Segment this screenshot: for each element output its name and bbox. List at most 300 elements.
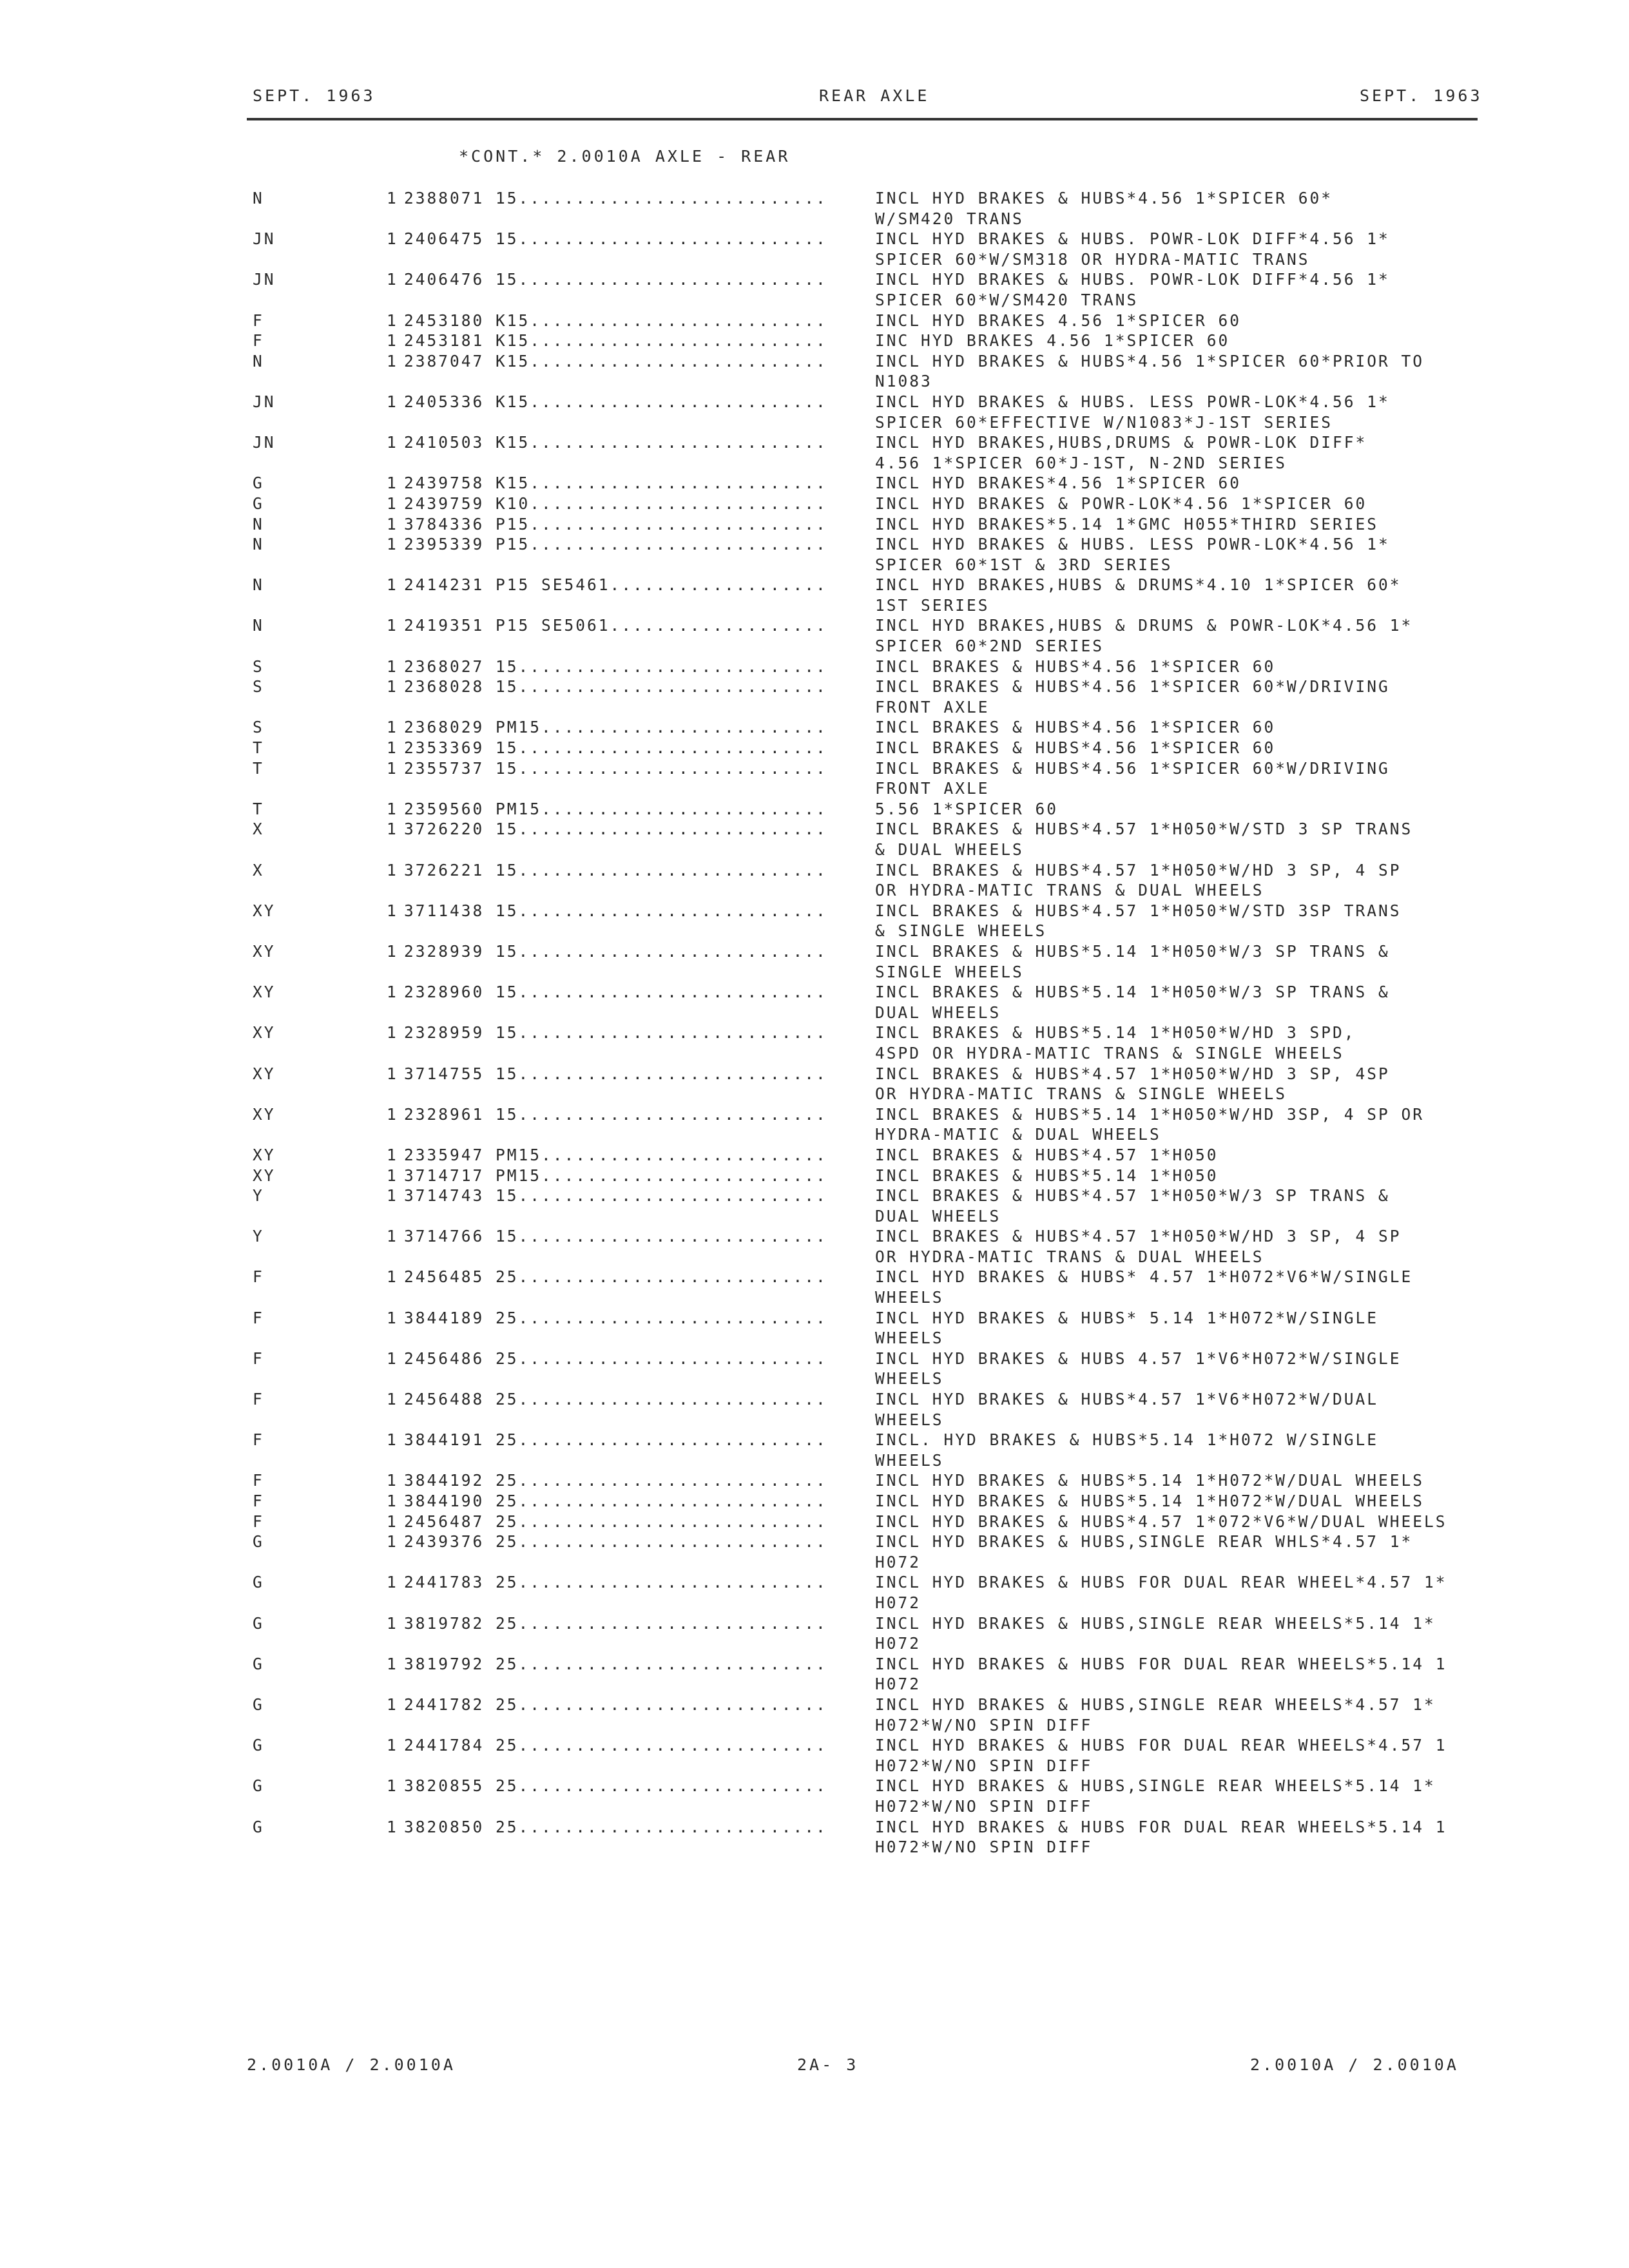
row-line bbox=[0, 1247, 1629, 1267]
quantity: 1 bbox=[387, 1349, 398, 1368]
quantity: 1 bbox=[387, 229, 398, 249]
parts-row bbox=[0, 860, 1629, 901]
quantity: 1 bbox=[387, 738, 398, 758]
part-number: 2368027 15........................... bbox=[404, 657, 827, 676]
description: 4.56 1*SPICER 60*J-1ST, N-2ND SERIES bbox=[875, 453, 1287, 472]
model-code: F bbox=[253, 1430, 264, 1450]
quantity: 1 bbox=[387, 392, 398, 411]
row-line bbox=[0, 1003, 1629, 1023]
row-line bbox=[0, 1064, 1629, 1084]
part-number: 2388071 15........................... bbox=[404, 189, 827, 207]
row-line bbox=[0, 1613, 1629, 1634]
header-rule bbox=[247, 118, 1478, 120]
quantity: 1 bbox=[387, 901, 398, 920]
model-code: G bbox=[253, 1613, 264, 1633]
model-code: XY bbox=[253, 983, 276, 1002]
model-code: N bbox=[253, 535, 264, 554]
parts-row bbox=[0, 1817, 1629, 1858]
parts-row bbox=[0, 717, 1629, 738]
row-line bbox=[0, 1532, 1629, 1552]
description: H072 bbox=[875, 1634, 921, 1653]
row-line bbox=[0, 1674, 1629, 1695]
model-code: XY bbox=[253, 1104, 276, 1124]
description: 5.56 1*SPICER 60 bbox=[875, 799, 1059, 818]
parts-row bbox=[0, 1104, 1629, 1145]
row-line bbox=[0, 1287, 1629, 1308]
parts-row bbox=[0, 799, 1629, 820]
description: INCL HYD BRAKES & HUBS,SINGLE REAR WHEELS*4.57 1* bbox=[875, 1695, 1436, 1714]
parts-row bbox=[0, 1695, 1629, 1735]
footer-section-left: 2.0010A / 2.0010A bbox=[247, 2055, 456, 2074]
row-line bbox=[0, 412, 1629, 433]
quantity: 1 bbox=[387, 1695, 398, 1714]
description: INCL HYD BRAKES 4.56 1*SPICER 60 bbox=[875, 311, 1242, 330]
row-line bbox=[0, 209, 1629, 229]
description: WHEELS bbox=[875, 1369, 944, 1389]
quantity: 1 bbox=[387, 1613, 398, 1633]
description: WHEELS bbox=[875, 1450, 944, 1470]
quantity: 1 bbox=[387, 270, 398, 289]
description: INCL HYD BRAKES & HUBS*5.14 1*H072*W/DUAL WHEELS bbox=[875, 1492, 1425, 1510]
row-line bbox=[0, 1756, 1629, 1776]
row-line bbox=[0, 188, 1629, 209]
part-number: 3714755 15........................... bbox=[404, 1064, 827, 1083]
model-code: G bbox=[253, 1695, 264, 1714]
part-number: 2328960 15........................... bbox=[404, 983, 827, 1002]
description: INCL BRAKES & HUBS*4.56 1*SPICER 60 bbox=[875, 738, 1276, 758]
row-line bbox=[0, 575, 1629, 595]
model-code: F bbox=[253, 1390, 264, 1409]
row-line bbox=[0, 1389, 1629, 1410]
quantity: 1 bbox=[387, 331, 398, 351]
model-code: N bbox=[253, 189, 264, 207]
row-line bbox=[0, 1349, 1629, 1369]
model-code: XY bbox=[253, 1064, 276, 1083]
row-line bbox=[0, 1654, 1629, 1675]
quantity: 1 bbox=[387, 941, 398, 961]
part-number: 3726220 15........................... bbox=[404, 820, 827, 839]
quantity: 1 bbox=[387, 718, 398, 737]
description: W/SM420 TRANS bbox=[875, 209, 1024, 228]
quantity: 1 bbox=[387, 860, 398, 879]
part-number: 2456486 25........................... bbox=[404, 1349, 827, 1368]
quantity: 1 bbox=[387, 1186, 398, 1206]
parts-row bbox=[0, 1613, 1629, 1654]
model-code: JN bbox=[253, 392, 276, 411]
description: INCL BRAKES & HUBS*4.57 1*H050*W/HD 3 SP, 4SP bbox=[875, 1064, 1390, 1083]
model-code: X bbox=[253, 860, 264, 879]
row-line bbox=[0, 1104, 1629, 1125]
parts-row bbox=[0, 1572, 1629, 1613]
model-code: N bbox=[253, 351, 264, 370]
row-line bbox=[0, 758, 1629, 779]
part-number: 2414231 P15 SE5461................... bbox=[404, 575, 827, 595]
quantity: 1 bbox=[387, 1736, 398, 1755]
parts-row bbox=[0, 615, 1629, 656]
model-code: F bbox=[253, 1349, 264, 1368]
parts-row bbox=[0, 1776, 1629, 1816]
model-code: S bbox=[253, 677, 264, 697]
row-line bbox=[0, 860, 1629, 881]
parts-row bbox=[0, 351, 1629, 392]
part-number: 3844191 25........................... bbox=[404, 1430, 827, 1450]
row-line bbox=[0, 1308, 1629, 1329]
model-code: T bbox=[253, 799, 264, 818]
part-number: 3820850 25........................... bbox=[404, 1817, 827, 1836]
description: INCL BRAKES & HUBS*5.14 1*H050*W/3 SP TRANS & bbox=[875, 941, 1390, 961]
model-code: F bbox=[253, 331, 264, 351]
model-code: G bbox=[253, 1776, 264, 1796]
parts-row bbox=[0, 575, 1629, 615]
model-code: G bbox=[253, 1817, 264, 1836]
description: INCL BRAKES & HUBS*4.57 1*H050*W/STD 3SP TRANS bbox=[875, 901, 1402, 920]
part-number: 3784336 P15.......................... bbox=[404, 514, 827, 533]
part-number: 2456485 25........................... bbox=[404, 1267, 827, 1287]
row-line bbox=[0, 880, 1629, 901]
parts-row bbox=[0, 1226, 1629, 1267]
model-code: Y bbox=[253, 1186, 264, 1206]
row-line bbox=[0, 962, 1629, 983]
description: INCL BRAKES & HUBS*4.57 1*H050*W/3 SP TRANS & bbox=[875, 1186, 1390, 1206]
parts-row bbox=[0, 1308, 1629, 1349]
description: INCL HYD BRAKES,HUBS,DRUMS & POWR-LOK DIFF* bbox=[875, 433, 1367, 452]
description: N1083 bbox=[875, 372, 932, 391]
row-line bbox=[0, 677, 1629, 697]
row-line bbox=[0, 1328, 1629, 1349]
model-code: S bbox=[253, 718, 264, 737]
quantity: 1 bbox=[387, 820, 398, 839]
description: OR HYDRA-MATIC TRANS & DUAL WHEELS bbox=[875, 1247, 1264, 1266]
part-number: 3844192 25........................... bbox=[404, 1471, 827, 1490]
row-line bbox=[0, 1084, 1629, 1104]
description: WHEELS bbox=[875, 1288, 944, 1307]
part-number: 2328939 15........................... bbox=[404, 941, 827, 961]
description: INCL BRAKES & HUBS*4.56 1*SPICER 60 bbox=[875, 657, 1276, 676]
row-line bbox=[0, 738, 1629, 758]
description: OR HYDRA-MATIC TRANS & SINGLE WHEELS bbox=[875, 1084, 1287, 1104]
model-code: JN bbox=[253, 270, 276, 289]
parts-row bbox=[0, 1166, 1629, 1186]
row-line bbox=[0, 1572, 1629, 1593]
quantity: 1 bbox=[387, 311, 398, 330]
model-code: N bbox=[253, 514, 264, 533]
row-line bbox=[0, 453, 1629, 474]
model-code: F bbox=[253, 1512, 264, 1531]
description: HYDRA-MATIC & DUAL WHEELS bbox=[875, 1125, 1161, 1144]
row-line bbox=[0, 1796, 1629, 1817]
model-code: F bbox=[253, 1471, 264, 1490]
part-number: 2441784 25........................... bbox=[404, 1736, 827, 1755]
model-code: G bbox=[253, 1654, 264, 1673]
row-line bbox=[0, 1226, 1629, 1247]
description: INC HYD BRAKES 4.56 1*SPICER 60 bbox=[875, 331, 1230, 351]
description: WHEELS bbox=[875, 1329, 944, 1348]
parts-row bbox=[0, 758, 1629, 799]
parts-row bbox=[0, 1267, 1629, 1307]
quantity: 1 bbox=[387, 1573, 398, 1592]
description: SPICER 60*1ST & 3RD SERIES bbox=[875, 555, 1173, 574]
description: FRONT AXLE bbox=[875, 779, 990, 798]
row-line bbox=[0, 1450, 1629, 1471]
row-line bbox=[0, 615, 1629, 636]
description: SPICER 60*W/SM318 OR HYDRA-MATIC TRANS bbox=[875, 249, 1310, 269]
row-line bbox=[0, 982, 1629, 1003]
row-line bbox=[0, 1837, 1629, 1858]
parts-row bbox=[0, 432, 1629, 473]
part-number: 3819792 25........................... bbox=[404, 1654, 827, 1673]
quantity: 1 bbox=[387, 1308, 398, 1327]
row-line bbox=[0, 1267, 1629, 1287]
quantity: 1 bbox=[387, 758, 398, 778]
description: INCL HYD BRAKES & HUBS*4.57 1*072*V6*W/DUAL WHEELS bbox=[875, 1512, 1447, 1531]
part-number: 3726221 15........................... bbox=[404, 860, 827, 879]
parts-row bbox=[0, 331, 1629, 351]
quantity: 1 bbox=[387, 494, 398, 513]
part-number: 2441782 25........................... bbox=[404, 1695, 827, 1714]
quantity: 1 bbox=[387, 1166, 398, 1185]
description: INCL BRAKES & HUBS*5.14 1*H050*W/HD 3SP, 4 SP OR bbox=[875, 1104, 1425, 1124]
quantity: 1 bbox=[387, 535, 398, 554]
header-date-right: SEPT. 1963 bbox=[1360, 86, 1483, 105]
model-code: XY bbox=[253, 1166, 276, 1185]
row-line bbox=[0, 595, 1629, 616]
description: INCL BRAKES & HUBS*4.56 1*SPICER 60 bbox=[875, 718, 1276, 737]
model-code: JN bbox=[253, 433, 276, 452]
continuation-heading: *CONT.* 2.0010A AXLE - REAR bbox=[459, 147, 791, 166]
quantity: 1 bbox=[387, 575, 398, 595]
row-line bbox=[0, 1166, 1629, 1186]
description: INCL BRAKES & HUBS*4.56 1*SPICER 60*W/DRIVING bbox=[875, 758, 1390, 778]
parts-row bbox=[0, 1023, 1629, 1063]
description: INCL BRAKES & HUBS*4.57 1*H050 bbox=[875, 1145, 1219, 1164]
parts-row bbox=[0, 1186, 1629, 1226]
part-number: 2439758 K15.......................... bbox=[404, 474, 827, 493]
model-code: N bbox=[253, 575, 264, 595]
quantity: 1 bbox=[387, 1532, 398, 1552]
description: INCL HYD BRAKES*4.56 1*SPICER 60 bbox=[875, 474, 1242, 493]
part-number: 2355737 15........................... bbox=[404, 758, 827, 778]
parts-row bbox=[0, 534, 1629, 575]
quantity: 1 bbox=[387, 1776, 398, 1796]
quantity: 1 bbox=[387, 616, 398, 635]
description: INCL BRAKES & HUBS*4.56 1*SPICER 60*W/DRIVING bbox=[875, 677, 1390, 697]
quantity: 1 bbox=[387, 1390, 398, 1409]
quantity: 1 bbox=[387, 1267, 398, 1287]
model-code: F bbox=[253, 1308, 264, 1327]
parts-row bbox=[0, 494, 1629, 514]
row-line bbox=[0, 1206, 1629, 1227]
description: INCL HYD BRAKES & HUBS FOR DUAL REAR WHEELS*5.14 1 bbox=[875, 1654, 1447, 1673]
part-number: 2387047 K15.......................... bbox=[404, 351, 827, 370]
row-line bbox=[0, 1430, 1629, 1450]
quantity: 1 bbox=[387, 1145, 398, 1164]
part-number: 3714766 15........................... bbox=[404, 1227, 827, 1246]
model-code: G bbox=[253, 474, 264, 493]
description: INCL BRAKES & HUBS*5.14 1*H050*W/3 SP TRANS & bbox=[875, 983, 1390, 1002]
parts-row bbox=[0, 1349, 1629, 1389]
description: SINGLE WHEELS bbox=[875, 962, 1024, 981]
row-line bbox=[0, 432, 1629, 453]
parts-row bbox=[0, 269, 1629, 310]
part-number: 3820855 25........................... bbox=[404, 1776, 827, 1796]
description: SPICER 60*W/SM420 TRANS bbox=[875, 290, 1139, 309]
description: & SINGLE WHEELS bbox=[875, 921, 1047, 941]
row-line bbox=[0, 269, 1629, 290]
parts-row bbox=[0, 311, 1629, 331]
row-line bbox=[0, 1369, 1629, 1389]
part-number: 3844189 25........................... bbox=[404, 1308, 827, 1327]
row-line bbox=[0, 371, 1629, 392]
description: INCL. HYD BRAKES & HUBS*5.14 1*H072 W/SINGLE bbox=[875, 1430, 1379, 1450]
parts-row bbox=[0, 1512, 1629, 1532]
row-line bbox=[0, 311, 1629, 331]
description: INCL BRAKES & HUBS*5.14 1*H050*W/HD 3 SPD, bbox=[875, 1023, 1356, 1043]
parts-row bbox=[0, 1430, 1629, 1470]
part-number: 3711438 15........................... bbox=[404, 901, 827, 920]
description: INCL HYD BRAKES & HUBS FOR DUAL REAR WHEEL*4.57 1* bbox=[875, 1573, 1447, 1592]
part-number: 2335947 PM15......................... bbox=[404, 1145, 827, 1164]
row-line bbox=[0, 1817, 1629, 1838]
model-code: T bbox=[253, 738, 264, 758]
description: INCL HYD BRAKES & HUBS. LESS POWR-LOK*4.56 1* bbox=[875, 535, 1390, 554]
row-line bbox=[0, 494, 1629, 514]
part-number: 3819782 25........................... bbox=[404, 1613, 827, 1633]
description: H072 bbox=[875, 1675, 921, 1694]
parts-row bbox=[0, 819, 1629, 860]
part-number: 2395339 P15.......................... bbox=[404, 535, 827, 554]
row-line bbox=[0, 555, 1629, 575]
header-title: REAR AXLE bbox=[819, 86, 930, 105]
parts-row bbox=[0, 1532, 1629, 1572]
row-line bbox=[0, 840, 1629, 860]
row-line bbox=[0, 819, 1629, 840]
row-line bbox=[0, 473, 1629, 494]
row-line bbox=[0, 1633, 1629, 1654]
row-line bbox=[0, 351, 1629, 372]
part-number: 2368028 15........................... bbox=[404, 677, 827, 697]
description: OR HYDRA-MATIC TRANS & DUAL WHEELS bbox=[875, 881, 1264, 900]
model-code: T bbox=[253, 758, 264, 778]
description: INCL HYD BRAKES & HUBS*4.57 1*V6*H072*W/DUAL bbox=[875, 1390, 1379, 1409]
row-line bbox=[0, 636, 1629, 657]
description: INCL HYD BRAKES & HUBS*4.56 1*SPICER 60* bbox=[875, 189, 1333, 207]
model-code: G bbox=[253, 1532, 264, 1552]
row-line bbox=[0, 1186, 1629, 1206]
model-code: XY bbox=[253, 1145, 276, 1164]
row-line bbox=[0, 717, 1629, 738]
part-number: 2439759 K10.......................... bbox=[404, 494, 827, 513]
description: 1ST SERIES bbox=[875, 595, 990, 615]
row-line bbox=[0, 514, 1629, 535]
description: INCL HYD BRAKES,HUBS & DRUMS & POWR-LOK*4.56 1* bbox=[875, 616, 1413, 635]
part-number: 3844190 25........................... bbox=[404, 1492, 827, 1510]
parts-row bbox=[0, 1491, 1629, 1512]
quantity: 1 bbox=[387, 1023, 398, 1043]
row-line bbox=[0, 901, 1629, 921]
quantity: 1 bbox=[387, 433, 398, 452]
part-number: 2368029 PM15......................... bbox=[404, 718, 827, 737]
description: INCL BRAKES & HUBS*5.14 1*H050 bbox=[875, 1166, 1219, 1185]
row-line bbox=[0, 1512, 1629, 1532]
description: H072 bbox=[875, 1552, 921, 1571]
description: INCL BRAKES & HUBS*4.57 1*H050*W/HD 3 SP, 4 SP bbox=[875, 860, 1402, 879]
model-code: G bbox=[253, 494, 264, 513]
description: INCL HYD BRAKES & HUBS FOR DUAL REAR WHEELS*5.14 1 bbox=[875, 1817, 1447, 1836]
part-number: 2419351 P15 SE5061................... bbox=[404, 616, 827, 635]
parts-row bbox=[0, 941, 1629, 982]
description: INCL HYD BRAKES & HUBS*4.56 1*SPICER 60*PRIOR TO bbox=[875, 351, 1425, 370]
parts-row bbox=[0, 229, 1629, 269]
quantity: 1 bbox=[387, 1512, 398, 1531]
quantity: 1 bbox=[387, 351, 398, 370]
quantity: 1 bbox=[387, 189, 398, 207]
part-number: 2439376 25........................... bbox=[404, 1532, 827, 1552]
parts-row bbox=[0, 738, 1629, 758]
description: & DUAL WHEELS bbox=[875, 840, 1024, 859]
description: FRONT AXLE bbox=[875, 697, 990, 716]
quantity: 1 bbox=[387, 1471, 398, 1490]
quantity: 1 bbox=[387, 983, 398, 1002]
part-number: 2328961 15........................... bbox=[404, 1104, 827, 1124]
parts-row bbox=[0, 392, 1629, 432]
row-line bbox=[0, 249, 1629, 270]
description: INCL HYD BRAKES & HUBS. LESS POWR-LOK*4.56 1* bbox=[875, 392, 1390, 411]
quantity: 1 bbox=[387, 1104, 398, 1124]
model-code: G bbox=[253, 1573, 264, 1592]
model-code: S bbox=[253, 657, 264, 676]
description: INCL HYD BRAKES & HUBS* 5.14 1*H072*W/SINGLE bbox=[875, 1308, 1379, 1327]
part-number: 2406476 15........................... bbox=[404, 270, 827, 289]
row-line bbox=[0, 697, 1629, 718]
quantity: 1 bbox=[387, 1064, 398, 1083]
model-code: XY bbox=[253, 1023, 276, 1043]
parts-row bbox=[0, 901, 1629, 941]
quantity: 1 bbox=[387, 1817, 398, 1836]
footer-page-number: 2A- 3 bbox=[797, 2055, 859, 2074]
description: INCL HYD BRAKES & HUBS,SINGLE REAR WHEELS*5.14 1* bbox=[875, 1613, 1436, 1633]
row-line bbox=[0, 534, 1629, 555]
row-line bbox=[0, 1043, 1629, 1064]
quantity: 1 bbox=[387, 514, 398, 533]
row-line bbox=[0, 1695, 1629, 1715]
part-number: 2353369 15........................... bbox=[404, 738, 827, 758]
row-line bbox=[0, 1470, 1629, 1491]
part-number: 2441783 25........................... bbox=[404, 1573, 827, 1592]
parts-row bbox=[0, 1470, 1629, 1491]
row-line bbox=[0, 1776, 1629, 1796]
description: H072*W/NO SPIN DIFF bbox=[875, 1838, 1093, 1857]
parts-row bbox=[0, 1735, 1629, 1776]
row-line bbox=[0, 1491, 1629, 1512]
model-code: XY bbox=[253, 901, 276, 920]
parts-row bbox=[0, 1064, 1629, 1104]
description: WHEELS bbox=[875, 1410, 944, 1429]
description: INCL HYD BRAKES & HUBS. POWR-LOK DIFF*4.56 1* bbox=[875, 229, 1390, 249]
row-line bbox=[0, 799, 1629, 820]
parts-row bbox=[0, 188, 1629, 229]
parts-row bbox=[0, 677, 1629, 717]
description: DUAL WHEELS bbox=[875, 1206, 1001, 1225]
parts-row bbox=[0, 657, 1629, 677]
part-number: 2359560 PM15......................... bbox=[404, 799, 827, 818]
part-number: 3714717 PM15......................... bbox=[404, 1166, 827, 1185]
parts-list bbox=[0, 188, 1629, 1858]
model-code: N bbox=[253, 616, 264, 635]
row-line bbox=[0, 1593, 1629, 1613]
quantity: 1 bbox=[387, 474, 398, 493]
description: H072 bbox=[875, 1593, 921, 1612]
row-line bbox=[0, 290, 1629, 311]
